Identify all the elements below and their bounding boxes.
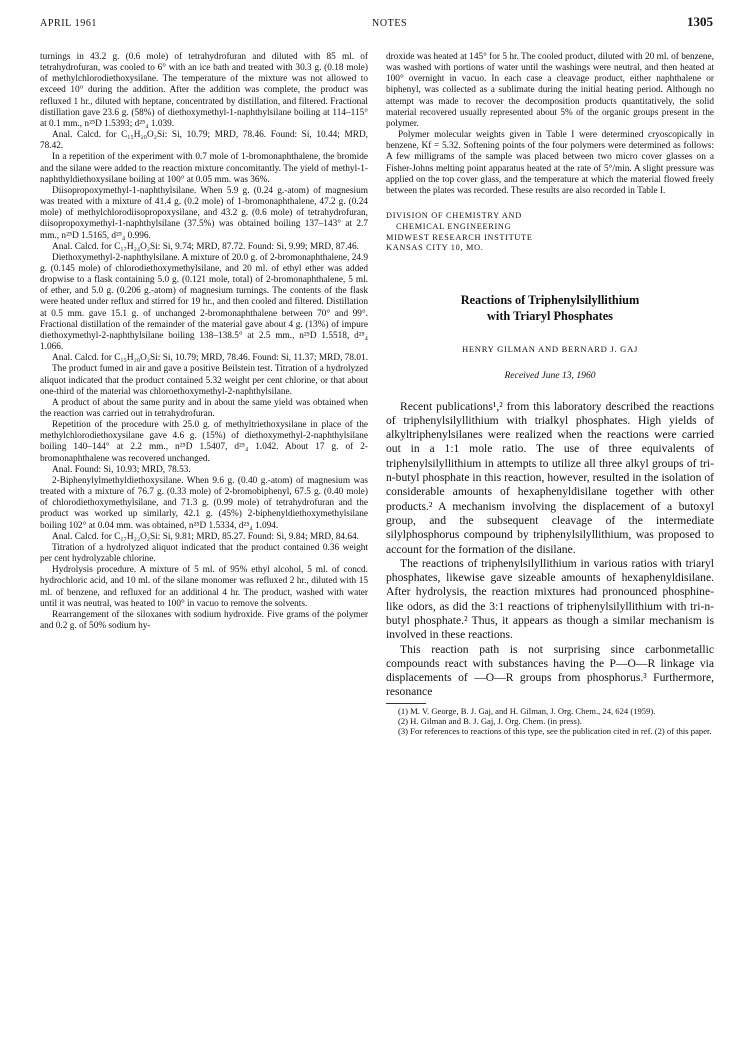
paragraph: turnings in 43.2 g. (0.6 mole) of tetrahydrofuran and diluted with 85 ml. of tetrahydrofuran, was cooled to 6° with an ice bath and treated with 30.3 g. (0.18 mole) of methylchlorodiethoxysilane. The temperature of the mixture was not allowed to exceed 10° during the addition. After the addition was complete, the product was refluxed 1 hr., diluted with heptane, concentrated by distillation, and filtered. Fractional distillation gave 23.6 g. (58%) of diethoxymethyl-1-naphthylsilane boiling at 114–115° at 0.1 mm., n²⁵D 1.5393; d²⁵₄ 1.039. [40,52,368,129]
article-title [386,292,714,324]
paragraph: 2-Biphenylylmethyldiethoxysilane. When 9.6 g. (0.40 g.-atom) of magnesium was treated with a mixture of 76.7 g. (0.33 mole) of 2-bromobiphenyl, 67.5 g. (0.40 mole) of chlorodiethoxymethylsilane, and 71.3 g. (0.99 mole) of tetrahydrofuran and the product was worked up similarly, 42.1 g. (45%) 2-biphenyldiethoxymethylsilane boiling 102° at 0.04 mm. was obtained, n²⁵D 1.5334, d²⁵₄ 1.094. [40,475,368,531]
article-body [386,400,714,700]
received-date: Received June 13, 1960 [504,370,596,382]
footnotes [386,706,714,737]
affiliation-line: DIVISION OF CHEMISTRY AND [386,211,522,221]
paragraph: Polymer molecular weights given in Table I were determined cryoscopically in benzene, Kf = 5.32. Softening points of the four polymers were determined as follows: A few milligrams of the sample was placed between two micro cover glasses on a Fisher-Johns melting point apparatus heated at the rate of 5°/min. A slight pressure was applied on the top cover glass, and the temperature at which the material flowed freely between the plates was recorded. These results are also recorded in Table I. [386,130,714,196]
paragraph: Hydrolysis procedure. A mixture of 5 ml. of 95% ethyl alcohol, 5 ml. of concd. hydrochloric acid, and 10 ml. of the silane monomer was refluxed 2 hr., diluted with 15 ml. of benzene, and refluxed for an additional 4 hr. The product, washed with water until it was neutral, was heated to 100° in vacuo to remove the solvents. [40,565,368,609]
paragraph: The reactions of triphenylsilyllithium in various ratios with triaryl phosphates, likewise gave sizeable amounts of hexaphenyldisilane. After hydrolysis, the reaction mixtures had pronounced phosphine-like odors, as did the 3:1 reactions of triphenylsilyllithium with tri-n-butyl phosphate.² Thus, it appears as though a similar mechanism is involved in these reactions. [386,556,714,642]
affiliation-block [386,211,714,254]
running-header [0,14,749,34]
paragraph: Diisopropoxymethyl-1-naphthylsilane. When 5.9 g. (0.24 g.-atom) of magnesium was treated with a mixture of 41.4 g. (0.2 mole) of 1-bromonaphthalene, 47.2 g. (0.24 mole) of methylchlorodiisopropoxysilane, and 43.2 g. (0.6 mole) of tetrahydrofuran, diisopropoxymethyl-1-naphthylsilane (37.5%) was obtained boiling 137–143° at 2.7 mm., n²⁵D 1.5165, d²⁵₄ 0.996. [40,185,368,241]
paragraph: Anal. Found: Si, 10.93; MRD, 78.53. [52,464,191,475]
footnote: (1) M. V. George, B. J. Gaj, and H. Gilman, J. Org. Chem., 24, 624 (1959). [398,705,656,716]
header-date: APRIL 1961 [40,18,98,29]
paragraph: This reaction path is not surprising since carbonmetallic compounds react with substances having the P—O—R linkage via displacements of —O—R groups from phosphorus.³ Furthermore, resonance [386,642,714,699]
paragraph: Anal. Calcd. for C₁₇H₂₄O₂Si: Si, 9.74; MRD, 87.72. Found: Si, 9.99; MRD, 87.46. [52,241,360,252]
paragraph: The product fumed in air and gave a positive Beilstein test. Titration of a hydrolyzed aliquot indicated that the product contained 5.32 weight per cent chlorine, or that about one-third of the material was chloroethoxymethyl-2-naphthylsilane. [40,364,368,397]
paragraph: Anal. Calcd. for C₁₅H₂₀O₂Si: Si, 10.79; MRD, 78.46. Found: Si, 11.37; MRD, 78.01. [52,353,368,364]
paragraph: Anal. Calcd. for C₁₇H₂₂O₂Si: Si, 9.81; MRD, 85.27. Found: Si, 9.84; MRD, 84.64. [52,531,360,542]
right-column [386,52,714,736]
paragraph: A product of about the same purity and in about the same yield was obtained when the reaction was carried out in tetrahydrofuran. [40,397,368,419]
affiliation-line: CHEMICAL ENGINEERING [396,221,512,231]
paragraph: Rearrangement of the siloxanes with sodium hydroxide. Five grams of the polymer and 0.2 g. of 50% sodium hy- [40,609,368,631]
affiliation-line: KANSAS CITY 10, MO. [386,243,484,253]
article-title-line: with Triaryl Phosphates [487,309,613,324]
paragraph: In a repetition of the experiment with 0.7 mole of 1-bromonaphthalene, the bromide and the silane were added to the reaction mixture concomitantly. The yield of methyl-1-naphthyldiethoxysilane boiling at 100° at 0.05 mm. was 36%. [40,152,368,185]
page-number: 1305 [687,14,713,29]
paragraph: Repetition of the procedure with 25.0 g. of methyltriethoxysilane in place of the methylchlorodiethoxysilane gave 4.6 g. (15%) of diethoxymethyl-2-naphthylsilane boiling 140–144° at 2.2 mm., n²⁵D 1.5407, d²⁵₄ 1.042. About 17 g. of 2-bromonaphthalene was recovered unchanged. [40,420,368,464]
footnote-divider [386,703,426,704]
paragraph: Anal. Calcd. for C₁₅H₂₀O₂Si: Si, 10.79; MRD, 78.46. Found: Si, 10.44; MRD, 78.42. [40,130,368,152]
article-title-line: Reactions of Triphenylsilyllithium [460,293,640,308]
paragraph: Recent publications¹,² from this laboratory described the reactions of triphenylsilyllithium with trialkyl phosphates. High yields of alkyltriphenylsilanes were realized when the reactions were carried out in a 1:1 mole ratio. The use of three equivalents of triphenylsilyllithium in attempts to utilize all three alkyl groups of tri-n-butyl phosphate in this reaction, however, resulted in the isolation of considerable amounts of hexaphenyldisilane together with other products.² A mechanism involving the displacement of a butoxyl group, and the subsequent cleavage of the intermediate silylphosphorus compound by triphenylsilyllithium, was proposed to account for the formation of the disilane. [386,399,714,556]
paragraph: Titration of a hydrolyzed aliquot indicated that the product contained 0.36 weight per cent hydrolyzable chlorine. [40,542,368,565]
footnote: (2) H. Gilman and B. J. Gaj, J. Org. Chem. (in press). [398,715,582,726]
paragraph: droxide was heated at 145° for 5 hr. The cooled product, diluted with 20 ml. of benzene, was washed with portions of water until the washings were neutral, and then heated at 100° overnight in vacuo. In each case a cleavage product, either naphthalene or biphenyl, was collected as a sublimate during the initial heating period. Although no attempt was made to recover the decomposition products quantitatively, the solid material recovered usually represented about 5% of the organic groups present in the polymer. [386,52,714,129]
paragraph: Diethoxymethyl-2-naphthylsilane. A mixture of 20.0 g. of 2-bromonaphthalene, 24.9 g. (0.145 mole) of chlorodiethoxymethylsilane, and 20 ml. of ethyl ether was added dropwise to a flask containing 5.0 g. (0.121 mole, total) of 2-bromonaphthalene, 5 ml. of ether, and 5.0 g. (0.206 g.-atom) of magnesium turnings. The contents of the flask were heated under reflux and stirred for 19 hr., and then cooled and filtered. Distillation at 0.5 mm. gave 15.1 g. of unchanged 2-bromonaphthalene between 70° and 99°. Fractional distillation of the remainder of the material gave about 4 g. (13%) of impure diethoxymethyl-2-naphthylsilane boiling 138–138.5° at 2.5 mm., n²⁵D 1.5518, d²⁵₄ 1.066. [40,252,368,353]
affiliation-line: MIDWEST RESEARCH INSTITUTE [386,232,533,242]
header-section: NOTES [372,18,408,29]
footnote: (3) For references to reactions of this type, see the publication cited in ref. (2) of this paper. [398,726,712,737]
article-authors: HENRY GILMAN AND BERNARD J. GAJ [461,344,639,355]
left-column [40,52,368,632]
